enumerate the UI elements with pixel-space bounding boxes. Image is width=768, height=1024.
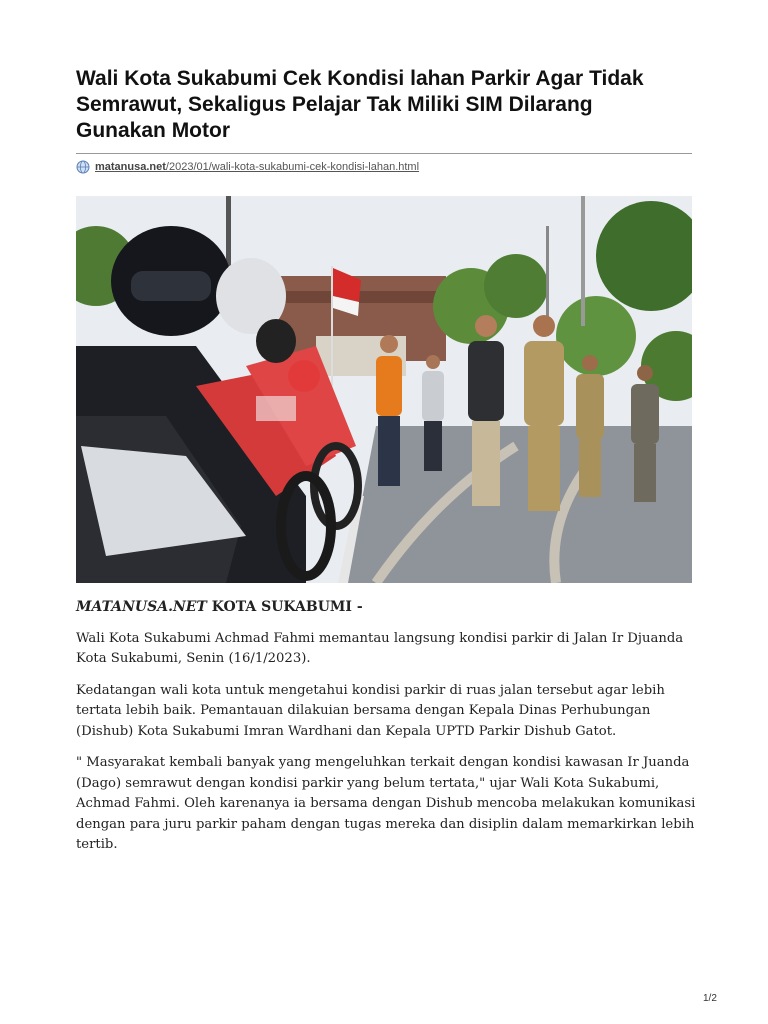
source-domain: matanusa.net bbox=[95, 161, 166, 173]
article-body bbox=[76, 597, 696, 867]
source-path: /2023/01/wali-kota-sukabumi-cek-kondisi-lahan.html bbox=[165, 161, 420, 173]
dateline-brand: MATANUSA.NET bbox=[76, 599, 207, 615]
page-number: 1/2 bbox=[703, 993, 717, 1004]
article-title: Wali Kota Sukabumi Cek Kondisi lahan Parkir Agar Tidak Semrawut, Sekaligus Pelajar Tak Miliki SIM Dilarang Gunakan Motor bbox=[76, 67, 644, 142]
article-dateline bbox=[76, 597, 696, 618]
source-link-row bbox=[76, 159, 419, 175]
article-photo bbox=[76, 196, 692, 583]
globe-icon bbox=[76, 160, 90, 174]
paragraph-1: Wali Kota Sukabumi Achmad Fahmi memantau langsung kondisi parkir di Jalan Ir Djuanda Kota Sukabumi, Senin (16/1/2023). bbox=[76, 630, 684, 666]
source-url-link[interactable] bbox=[95, 159, 419, 175]
paragraph-2: Kedatangan wali kota untuk mengetahui kondisi parkir di ruas jalan tersebut agar lebih tertata lebih baik. Pemantauan dilakuian bersama dengan Kepala Dinas Perhubungan (Dishub) Kota Sukabumi Imran Wardhani dan Kepala UPTD Parkir Dishub Gatot. bbox=[76, 682, 665, 739]
title-divider bbox=[76, 153, 692, 154]
dateline-place: KOTA SUKABUMI - bbox=[206, 599, 363, 615]
paragraph-3: " Masyarakat kembali banyak yang mengeluhkan terkait dengan kondisi kawasan Ir Juanda (Dago) semrawut dengan kondisi parkir yang belum tertata," ujar Wali Kota Sukabumi, Achmad Fahmi. Oleh karenanya ia bersama dengan Dishub mencoba melakukan komunikasi dengan para juru parkir paham dengan tugas mereka dan disiplin dalam memarkirkan lebih tertib. bbox=[76, 755, 696, 852]
